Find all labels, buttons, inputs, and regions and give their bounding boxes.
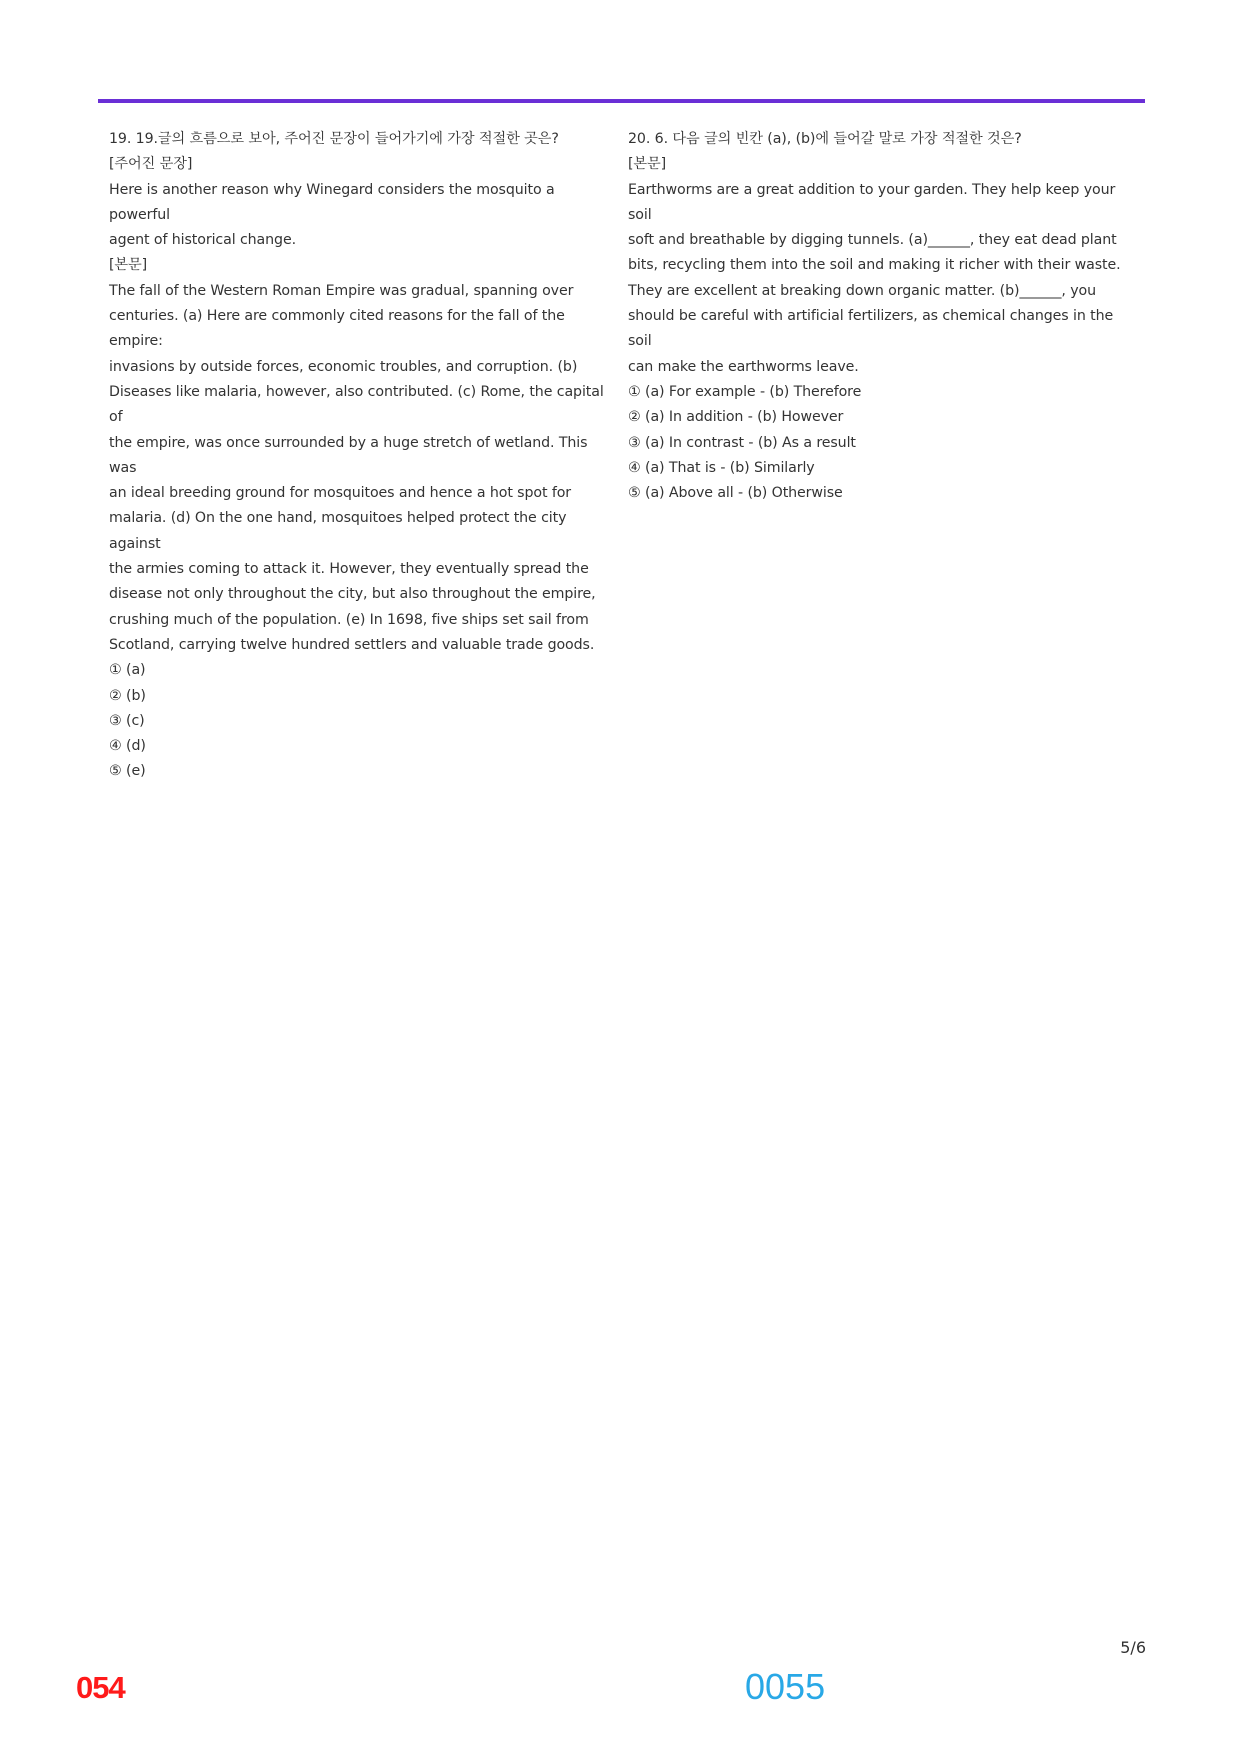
given-sentence-line: Here is another reason why Winegard considers the mosquito a powerful (109, 181, 555, 223)
answer-option: ② (b) (109, 687, 146, 704)
question-20 (628, 127, 1128, 506)
page-number: 5/6 (1120, 1638, 1146, 1657)
passage-label: [본문] (109, 257, 148, 274)
passage-label: [본문] (628, 156, 667, 173)
passage-line: Diseases like malaria, however, also contributed. (c) Rome, the capital of (109, 383, 604, 426)
answer-option: ① (a) (109, 662, 146, 679)
footer-center-code: 0055 (745, 1666, 826, 1707)
answer-option: ④ (d) (109, 738, 146, 755)
passage-line: soft and breathable by digging tunnels. (a)______, they eat dead plant (628, 232, 1117, 249)
passage-line: the armies coming to attack it. However, they eventually spread the (109, 561, 589, 578)
passage-line: can make the earthworms leave. (628, 358, 859, 375)
footer-left-code: 054 (76, 1670, 125, 1705)
passage-line: malaria. (d) On the one hand, mosquitoes helped protect the city against (109, 510, 567, 552)
question-20-title: 20. 6. 다음 글의 빈칸 (a), (b)에 들어갈 말로 가장 적절한 것은? (628, 131, 1022, 147)
passage-line: The fall of the Western Roman Empire was gradual, spanning over (109, 282, 574, 299)
passage-line: should be careful with artificial fertilizers, as chemical changes in the soil (628, 308, 1114, 350)
passage-line: centuries. (a) Here are commonly cited reasons for the fall of the empire: (109, 308, 565, 350)
question-19-title: 19. 19.글의 흐름으로 보아, 주어진 문장이 들어가기에 가장 적절한 곳은? (109, 131, 559, 147)
answer-option: ① (a) For example - (b) Therefore (628, 383, 862, 400)
passage-line: invasions by outside forces, economic troubles, and corruption. (b) (109, 358, 578, 375)
given-sentence-line: agent of historical change. (109, 232, 296, 249)
passage-line: the empire, was once surrounded by a huge stretch of wetland. This was (109, 434, 588, 476)
answer-option: ③ (c) (109, 712, 145, 729)
passage-line: Scotland, carrying twelve hundred settlers and valuable trade goods. (109, 636, 595, 653)
passage-line: They are excellent at breaking down organic matter. (b)______, you (628, 282, 1097, 299)
passage-line: crushing much of the population. (e) In 1698, five ships set sail from (109, 611, 589, 628)
answer-option: ④ (a) That is - (b) Similarly (628, 459, 815, 476)
passage-line: disease not only throughout the city, but also throughout the empire, (109, 586, 596, 603)
given-sentence-label: [주어진 문장] (109, 156, 193, 173)
passage-line: an ideal breeding ground for mosquitoes and hence a hot spot for (109, 485, 572, 502)
passage-line: bits, recycling them into the soil and making it richer with their waste. (628, 257, 1121, 274)
question-19 (109, 127, 609, 785)
answer-option: ② (a) In addition - (b) However (628, 409, 844, 426)
answer-option: ⑤ (e) (109, 763, 146, 780)
answer-option: ③ (a) In contrast - (b) As a result (628, 434, 856, 451)
passage-line: Earthworms are a great addition to your garden. They help keep your soil (628, 181, 1116, 223)
answer-option: ⑤ (a) Above all - (b) Otherwise (628, 485, 843, 502)
header-rule (98, 99, 1145, 103)
